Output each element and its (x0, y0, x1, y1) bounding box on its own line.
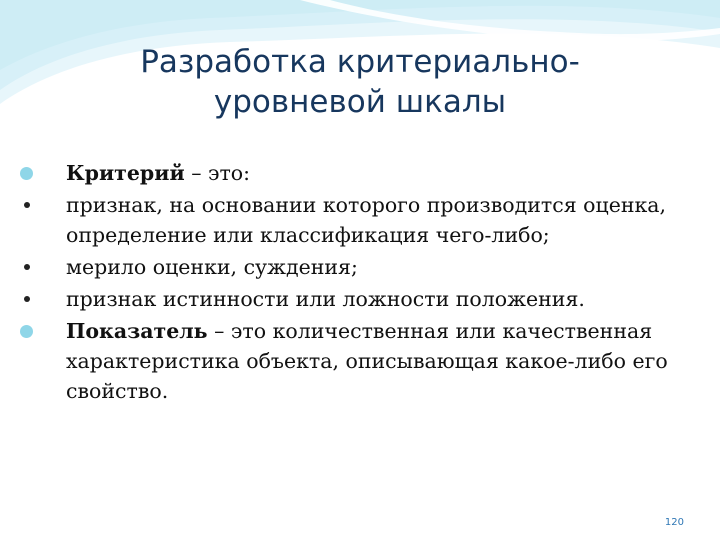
page-number: 120 (664, 517, 684, 528)
circle-bullet-icon (20, 167, 33, 180)
dot-bullet-icon (24, 264, 30, 270)
dot-bullet-icon (24, 202, 30, 208)
circle-bullet-icon (20, 325, 33, 338)
list-item-criterion (20, 158, 700, 188)
dot-bullet-icon (24, 296, 30, 302)
definition-1-text: признак, на основании которого производится оценка, определение или классификация чего-либо; (66, 193, 667, 247)
term-criterion: Критерий (66, 161, 185, 185)
criterion-intro: – это: (184, 161, 251, 185)
list-item-indicator (20, 316, 700, 406)
slide-content (20, 158, 700, 408)
list-item-definition-3 (20, 284, 700, 314)
definition-2-text: мерило оценки, суждения; (66, 255, 358, 279)
term-indicator: Показатель (66, 319, 208, 343)
list-item-definition-2 (20, 252, 700, 282)
slide-title: Разработка критериально-уровневой шкалы (140, 44, 580, 120)
indicator-definition: – это количественная или качественная характеристика объекта, описывающая какое-либо его свойство. (66, 319, 668, 403)
list-item-definition-1 (20, 190, 700, 250)
definition-3-text: признак истинности или ложности положения. (66, 287, 585, 311)
